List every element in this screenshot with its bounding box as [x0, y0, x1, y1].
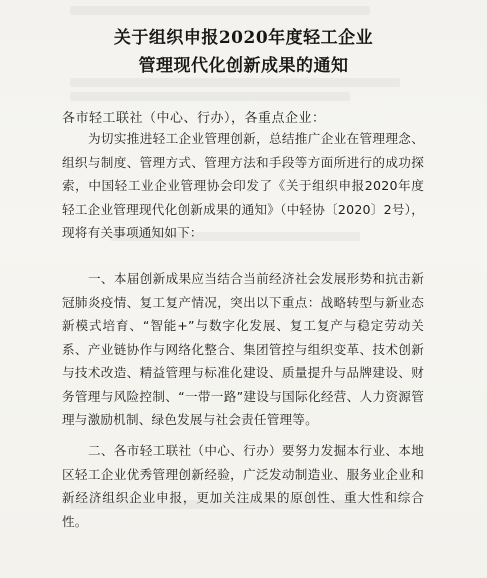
bleed-through-line [70, 78, 400, 87]
document-title-line1: 关于组织申报2020年度轻工企业 [113, 28, 374, 48]
salutation: 各市轻工联社（中心、行办），各重点企业： [62, 111, 326, 126]
paragraph-intro: 为切实推进轻工企业管理创新，总结推广企业在管理理念、组织与制度、管理方式、管理方法和手段等方面所进行的成功探索，中国轻工业企业管理协会印发了《关于组织申报2020年度轻工企业管理现代化创新成果的通知》（中轻协〔2020〕2号），现将有关事项通知如下： [62, 131, 424, 240]
document-title-line2: 管理现代化创新成果的通知 [138, 56, 349, 76]
paragraph-item-2: 二、各市轻工联社（中心、行办）要努力发掘本行业、本地区轻工企业优秀管理创新经验，广泛发动制造业、服务业企业和新经济组织企业申报，更加关注成果的原创性、重大性和综合性。 [62, 443, 424, 529]
bleed-through-line [70, 6, 370, 15]
bleed-through-line [70, 92, 350, 101]
paragraph-item-1: 一、本届创新成果应当结合当前经济社会发展形势和抗击新冠肺炎疫情、复工复产情况，突出以下重点：战略转型与新业态新模式培育、“智能+”与数字化发展、复工复产与稳定劳动关系、产业链协作与网络化整合、集团管控与组织变革、技术创新与技术改造、精益管理与标准化建设、质量提升与品牌建设、财务管理与风险控制、“一带一路”建设与国际化经营、人力资源管理与激励机制、绿色发展与社会责任管理等。 [62, 271, 424, 427]
